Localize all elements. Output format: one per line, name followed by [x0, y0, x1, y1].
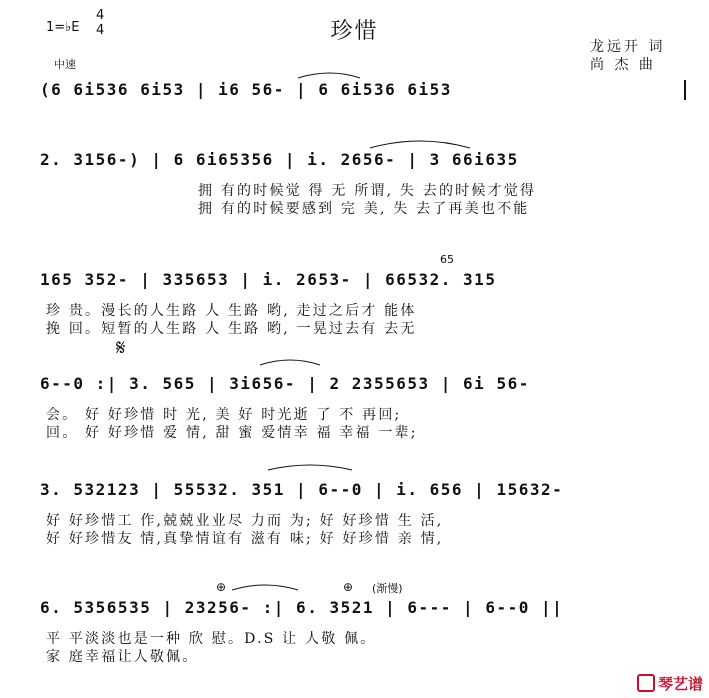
- composer-credit: 尚 杰 曲: [590, 57, 656, 73]
- lyric-row-2-verse-1: 拥 有的时候觉 得 无 所谓, 失 去的时候才觉得: [198, 183, 537, 199]
- notation-row-1: (6 6i536 6i53 | i6 56- | 6 6i536 6i53: [40, 80, 452, 99]
- slur: [370, 141, 470, 148]
- site-logo: [637, 673, 703, 694]
- coda-sign-2: ⊕: [343, 580, 354, 594]
- lyric-row-5-verse-1: 好 好珍惜工 作,兢兢业业尽 力而 为; 好 好珍惜 生 活,: [46, 513, 444, 529]
- key-signature: 1=♭E: [46, 20, 80, 35]
- tempo-marking: 中速: [54, 58, 76, 71]
- notation-row-3: 165 352- | 335653 | i. 2653- | 66532. 315: [40, 270, 497, 289]
- lyric-row-6-verse-1: 平 平淡淡也是一种 欣 慰。D.S 让 人敬 佩。: [46, 631, 377, 647]
- notation-row-6: 6. 5356535 | 23256- :| 6. 3521 | 6--- | 6--0 ||: [40, 598, 564, 617]
- segno-sign: 𝄋: [116, 336, 126, 361]
- slur: [298, 73, 360, 78]
- notation-row-4: 6--0 :| 3. 565 | 3i656- | 2 2355653 | 6i 56-: [40, 374, 530, 393]
- lyric-row-4-verse-1: 会。 好 好珍惜 时 光, 美 好 时光逝 了 不 再回;: [46, 407, 402, 423]
- slur: [260, 360, 320, 365]
- tempo-change: (渐慢): [372, 582, 403, 595]
- time-bottom: 4: [96, 23, 105, 38]
- lyric-row-6-verse-2: 家 庭幸福让人敬佩。: [46, 649, 199, 665]
- notation-row-2: 2. 3156-) | 6 6i65356 | i. 2656- | 3 66i635: [40, 150, 519, 169]
- lyric-row-3-verse-2: 挽 回。短暂的人生路 人 生路 哟, 一晃过去有 去无: [46, 321, 417, 337]
- lyric-row-5-verse-2: 好 好珍惜友 情,真挚情谊有 滋有 味; 好 好珍惜 亲 情,: [46, 531, 444, 547]
- slur: [232, 585, 298, 590]
- site-name: 琴艺谱: [657, 675, 703, 693]
- grace-notes: 65: [440, 253, 454, 266]
- logo-icon: [637, 674, 655, 692]
- song-title: 珍惜: [330, 19, 379, 44]
- lyric-row-2-verse-2: 拥 有的时候要感到 完 美, 失 去了再美也不能: [198, 201, 530, 217]
- notation-row-5: 3. 532123 | 55532. 351 | 6--0 | i. 656 | 15632-: [40, 480, 564, 499]
- slur: [268, 465, 352, 470]
- lyricist-credit: 龙远开 词: [590, 39, 666, 55]
- lyric-row-4-verse-2: 回。 好 好珍惜 爱 情, 甜 蜜 爱情幸 福 幸福 一辈;: [46, 425, 418, 441]
- coda-sign-1: ⊕: [216, 580, 227, 594]
- lyric-row-3-verse-1: 珍 贵。漫长的人生路 人 生路 哟, 走过之后才 能体: [46, 303, 417, 319]
- time-top: 4: [96, 8, 105, 23]
